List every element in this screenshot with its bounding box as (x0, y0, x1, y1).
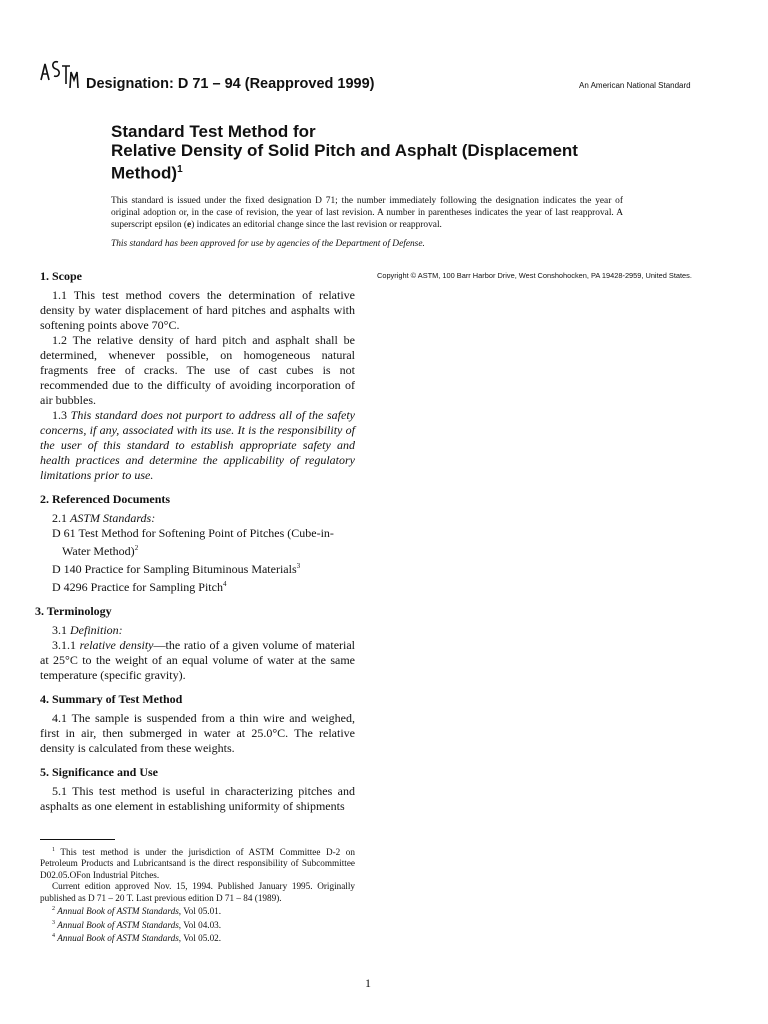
copyright-notice: Copyright © ASTM, 100 Barr Harbor Drive, West Conshohocken, PA 19428-2959, United States. (377, 271, 692, 280)
referenced-2-1: 2.1 ASTM Standards: (52, 511, 156, 525)
footnote-4: $^4$ Annual Book of ASTM Standards, Vol 05.02. (52, 933, 222, 944)
significance-5-1: 5.1 This test method is useful in characterizing pitches and asphalts as one element in establishing uniformity of shipments (40, 784, 355, 813)
section-heading-summary: 4. Summary of Test Method (40, 692, 183, 706)
section-heading-referenced: 2. Referenced Documents (40, 492, 171, 506)
approval-note: This standard has been approved for use by agencies of the Department of Defense. (111, 239, 425, 249)
footnote-3: $^3$ Annual Book of ASTM Standards, Vol 04.03. (52, 919, 222, 930)
terminology-3-1-1: 3.1.1 relative density—the ratio of a given volume of material at 25°C to the weight of an equal volume of water at the same temperature (specific gravity). (40, 638, 356, 682)
scope-1-1: 1.1 This test method covers the determination of relative density by water displacement of hard pitches and asphalts with softening points above 70°C. (40, 288, 355, 332)
astm-logo (38, 50, 80, 96)
footnotes (40, 845, 355, 945)
terminology-3-1: 3.1 Definition: (52, 623, 123, 637)
national-standard-label: An American National Standard (579, 81, 691, 90)
epsilon-symbol: e (187, 220, 192, 230)
section-heading-significance: 5. Significance and Use (40, 765, 159, 779)
issue-note: This standard is issued under the fixed designation D 71; the number immediately following the designation indicates the year of original adoption or, in the case of revision, the year of last revision. A number in parentheses indicates the year of last reapproval. A superscript epsilon (e) indicates an editorial change since the last revision or reapproval. (111, 196, 623, 230)
reference-d4296: D 4296 Practice for Sampling Pitch$^4$ (52, 580, 227, 594)
footnote-divider (40, 839, 115, 840)
document-title (111, 122, 671, 183)
title-footnote-ref: 1 (177, 164, 183, 175)
footnote-2: $^2$ Annual Book of ASTM Standards, Vol 05.01. (52, 906, 222, 917)
reference-d61: D 61 Test Method for Softening Point of Pitches (Cube-in- Water Method)$^2$ (52, 526, 334, 558)
scope-1-2: 1.2 The relative density of hard pitch and asphalt shall be determined, whenever possible, on homogeneous natural fragments free of cracks. The use of cast cubes is not recommended due to the difficulty of avoiding incorporation of air bubbles. (40, 333, 355, 407)
summary-4-1: 4.1 The sample is suspended from a thin wire and weighed, first in air, then submerged in water at 25.0°C. The relative density is calculated from these weights. (40, 711, 355, 755)
designation: Designation: D 71 – 94 (Reapproved 1999) (86, 76, 375, 92)
section-heading-scope: 1. Scope (40, 269, 82, 283)
footnote-1: $^1$ This test method is under the jurisdiction of ASTM Committee D-2 on Petroleum Products and Lubricantsand is the direct responsibility of Subcommittee D02.05.OFon Industrial Pitches. (40, 847, 355, 880)
reference-d140: D 140 Practice for Sampling Bituminous Materials$^3$ (52, 562, 301, 576)
main-column (35, 269, 356, 814)
section-heading-terminology: 3. Terminology (35, 604, 112, 618)
title-line-1: Standard Test Method for (111, 122, 316, 141)
scope-1-3: 1.3 This standard does not purport to address all of the safety concerns, if any, associated with its use. It is the responsibility of the user of this standard to establish appropriate safety and health practices and determine the applicability of regulatory limitations prior to use. (40, 408, 355, 482)
page-number: 1 (365, 976, 371, 990)
title-line-2: Relative Density of Solid Pitch and Asphalt (Displacement (111, 141, 578, 160)
footnote-1-edition: Current edition approved Nov. 15, 1994. Published January 1995. Originally published as D 71 – 20 T. Last previous edition D 71 – 84 (1989). (40, 881, 355, 903)
title-line-3: Method) (111, 163, 178, 183)
